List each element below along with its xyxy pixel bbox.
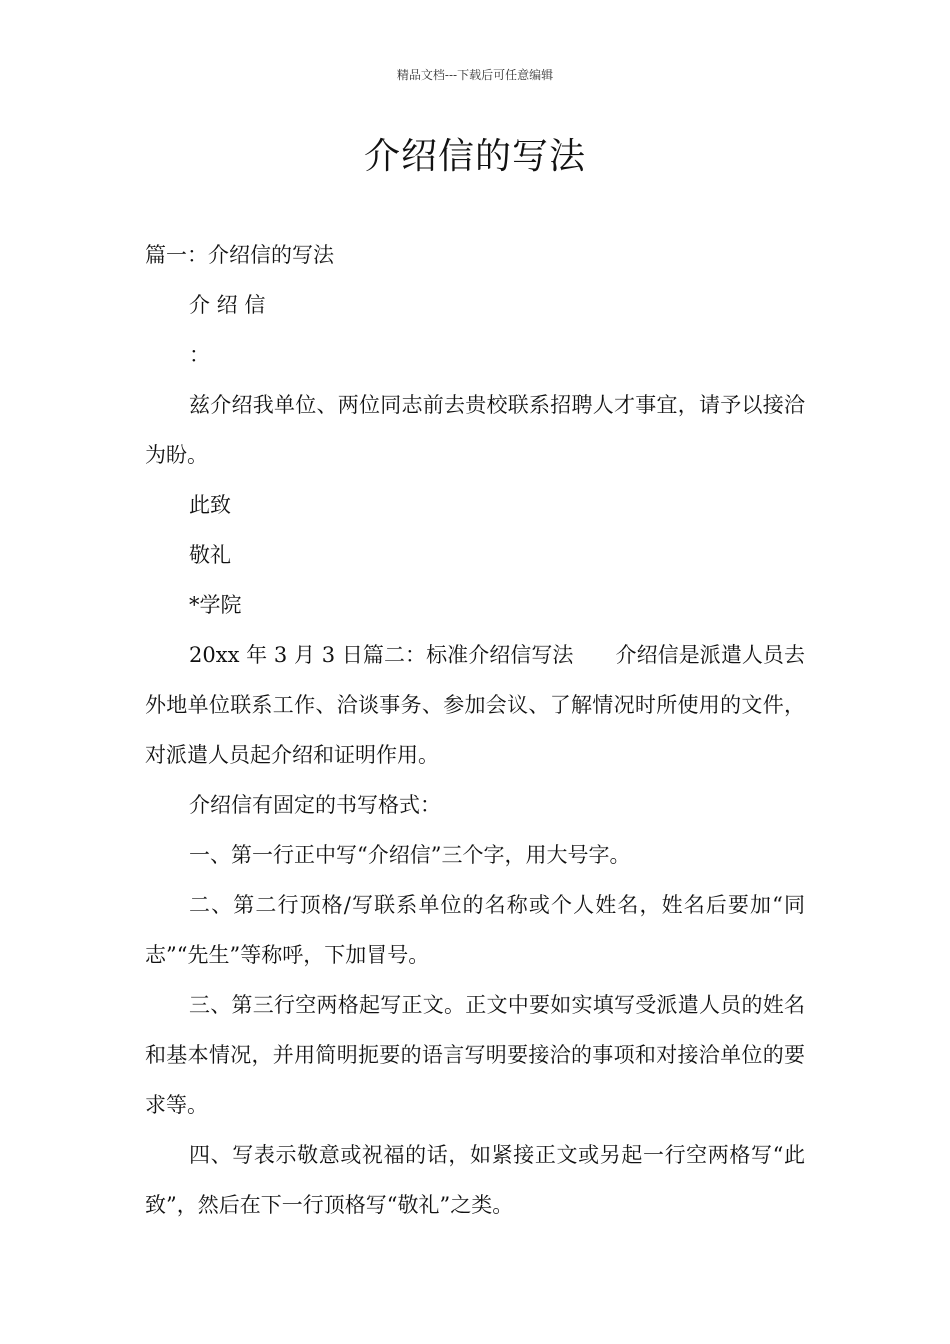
document-title: 介绍信的写法 [363,136,586,177]
format-intro: 介绍信有固定的书写格式： [189,793,441,817]
document-body [145,230,805,1230]
format-rule-1: 一、第一行正中写“介绍信”三个字，用大号字。 [189,843,631,867]
salutation-line: 敬礼 [189,543,231,567]
letter-heading: 介 绍 信 [189,293,266,317]
addressee-line: ： [189,343,210,367]
format-rule-4: 四、写表示敬意或祝福的话，如紧接正文或另起一行空两格写“此致”，然后在下一行顶格写“敬礼”之类。 [145,1143,805,1217]
format-rule-3: 三、第三行空两格起写正文。正文中要如实填写受派遣人员的姓名和基本情况，并用简明扼要的语言写明要接洽的事项和对接洽单位的要求等。 [145,993,805,1117]
closing-line: 此致 [189,493,231,517]
section-heading: 篇一：介绍信的写法 [145,243,334,267]
header-note: 精品文档---下载后可任意编辑 [396,68,554,82]
format-rule-2: 二、第二行顶格/写联系单位的名称或个人姓名，姓名后要加“同志”“先生”等称呼，下加冒号。 [145,893,805,967]
signature-line: *学院 [189,593,242,617]
letter-body: 兹介绍我单位、两位同志前去贵校联系招聘人才事宜，请予以接洽为盼。 [145,393,805,467]
date-and-section-two: 20xx 年 3 月 3 日篇二：标准介绍信写法 介绍信是派遣人员去外地单位联系工作、洽谈事务、参加会议、了解情况时所使用的文件，对派遣人员起介绍和证明作用。 [145,643,805,767]
